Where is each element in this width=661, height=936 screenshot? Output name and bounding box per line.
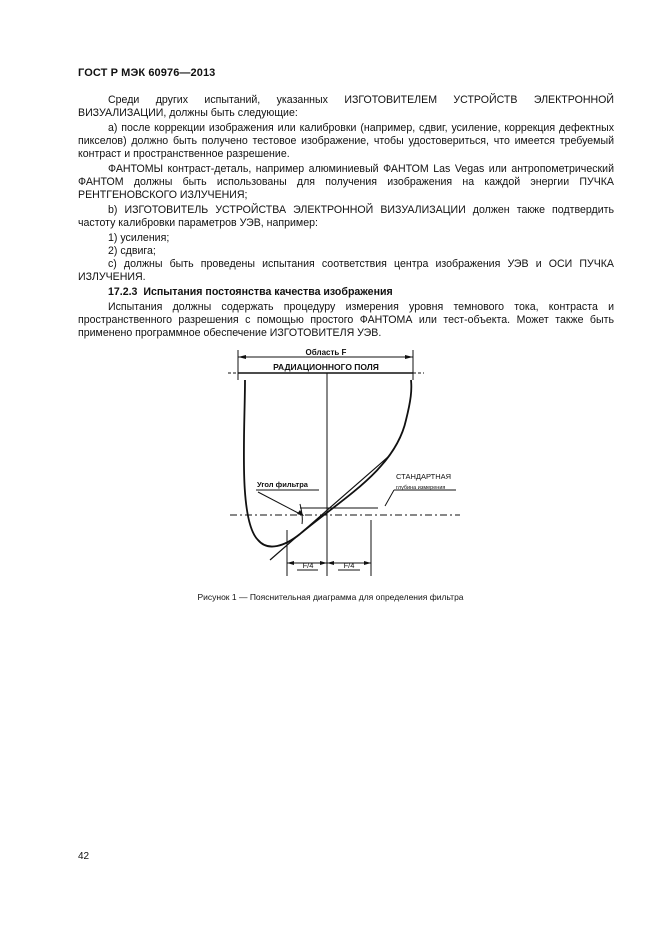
section-title: Испытания постоянства качества изображения — [143, 286, 393, 298]
profile-curve — [244, 380, 412, 547]
paragraph-item-a: а) после коррекции изображения или калибровки (например, сдвиг, усиление, коррекция дефектных пикселов) должно быть получено тестовое изображение, чтобы удостовериться, что имеется требуемый контраст и пространственное разрешение. — [78, 122, 614, 160]
label-region: Область F — [305, 348, 347, 357]
paragraph-item-c: с) должны быть проведены испытания соответствия центра изображения УЭВ и ОСИ ПУЧКА ИЗЛУЧЕНИЯ. — [78, 258, 614, 283]
label-field: РАДИАЦИОННОГО ПОЛЯ — [273, 362, 379, 372]
dim-arrow-4 — [364, 561, 371, 565]
angle-leader — [258, 492, 302, 515]
paragraph-phantoms: ФАНТОМЫ контраст-деталь, например алюминиевый ФАНТОМ Las Vegas или антропометрический ФАНТОМ должны быть использованы для получения изображения на каждой энергии ПУЧКА РЕНТГЕНОВСКОГО ИЗЛУЧЕНИЯ; — [78, 163, 614, 201]
arrow-right — [405, 355, 413, 359]
label-angle: Угол фильтра — [257, 480, 308, 489]
dim-arrow-2 — [320, 561, 327, 565]
dim-arrow-3 — [327, 561, 334, 565]
paragraph-item-b: b) ИЗГОТОВИТЕЛЬ УСТРОЙСТВА ЭЛЕКТРОННОЙ ВИЗУАЛИЗАЦИИ должен также подтвердить частоту калибровки параметров УЭВ, например: — [78, 204, 614, 229]
paragraph-intro: Среди других испытаний, указанных ИЗГОТОВИТЕЛЕМ УСТРОЙСТВ ЭЛЕКТРОННОЙ ВИЗУАЛИЗАЦИИ, должны быть следующие: — [78, 94, 614, 119]
dim-arrow-1 — [287, 561, 294, 565]
label-depth: глубина измерения — [396, 485, 446, 491]
document-header: ГОСТ Р МЭК 60976—2013 — [78, 67, 216, 79]
label-f4-left: F/4 — [302, 561, 314, 570]
label-f4-right: F/4 — [343, 561, 355, 570]
label-standard: СТАНДАРТНАЯ — [396, 472, 452, 481]
section-number: 17.2.3 — [108, 286, 138, 298]
paragraph-consistency: Испытания должны содержать процедуру измерения уровня темнового тока, контраста и пространственного разрешения с помощью простого ФАНТОМА или тест-объекта. Может также быть применено программное обеспечение ИЗГОТОВИТЕЛЯ УЭВ. — [78, 301, 614, 339]
standard-leader — [385, 490, 394, 506]
figure-caption: Рисунок 1 — Пояснительная диаграмма для определения фильтра — [197, 592, 464, 602]
list-item-offset: 2) сдвига; — [108, 245, 156, 257]
arrow-left — [238, 355, 246, 359]
list-item-gain: 1) усиления; — [108, 232, 170, 244]
page-number: 42 — [78, 851, 90, 862]
